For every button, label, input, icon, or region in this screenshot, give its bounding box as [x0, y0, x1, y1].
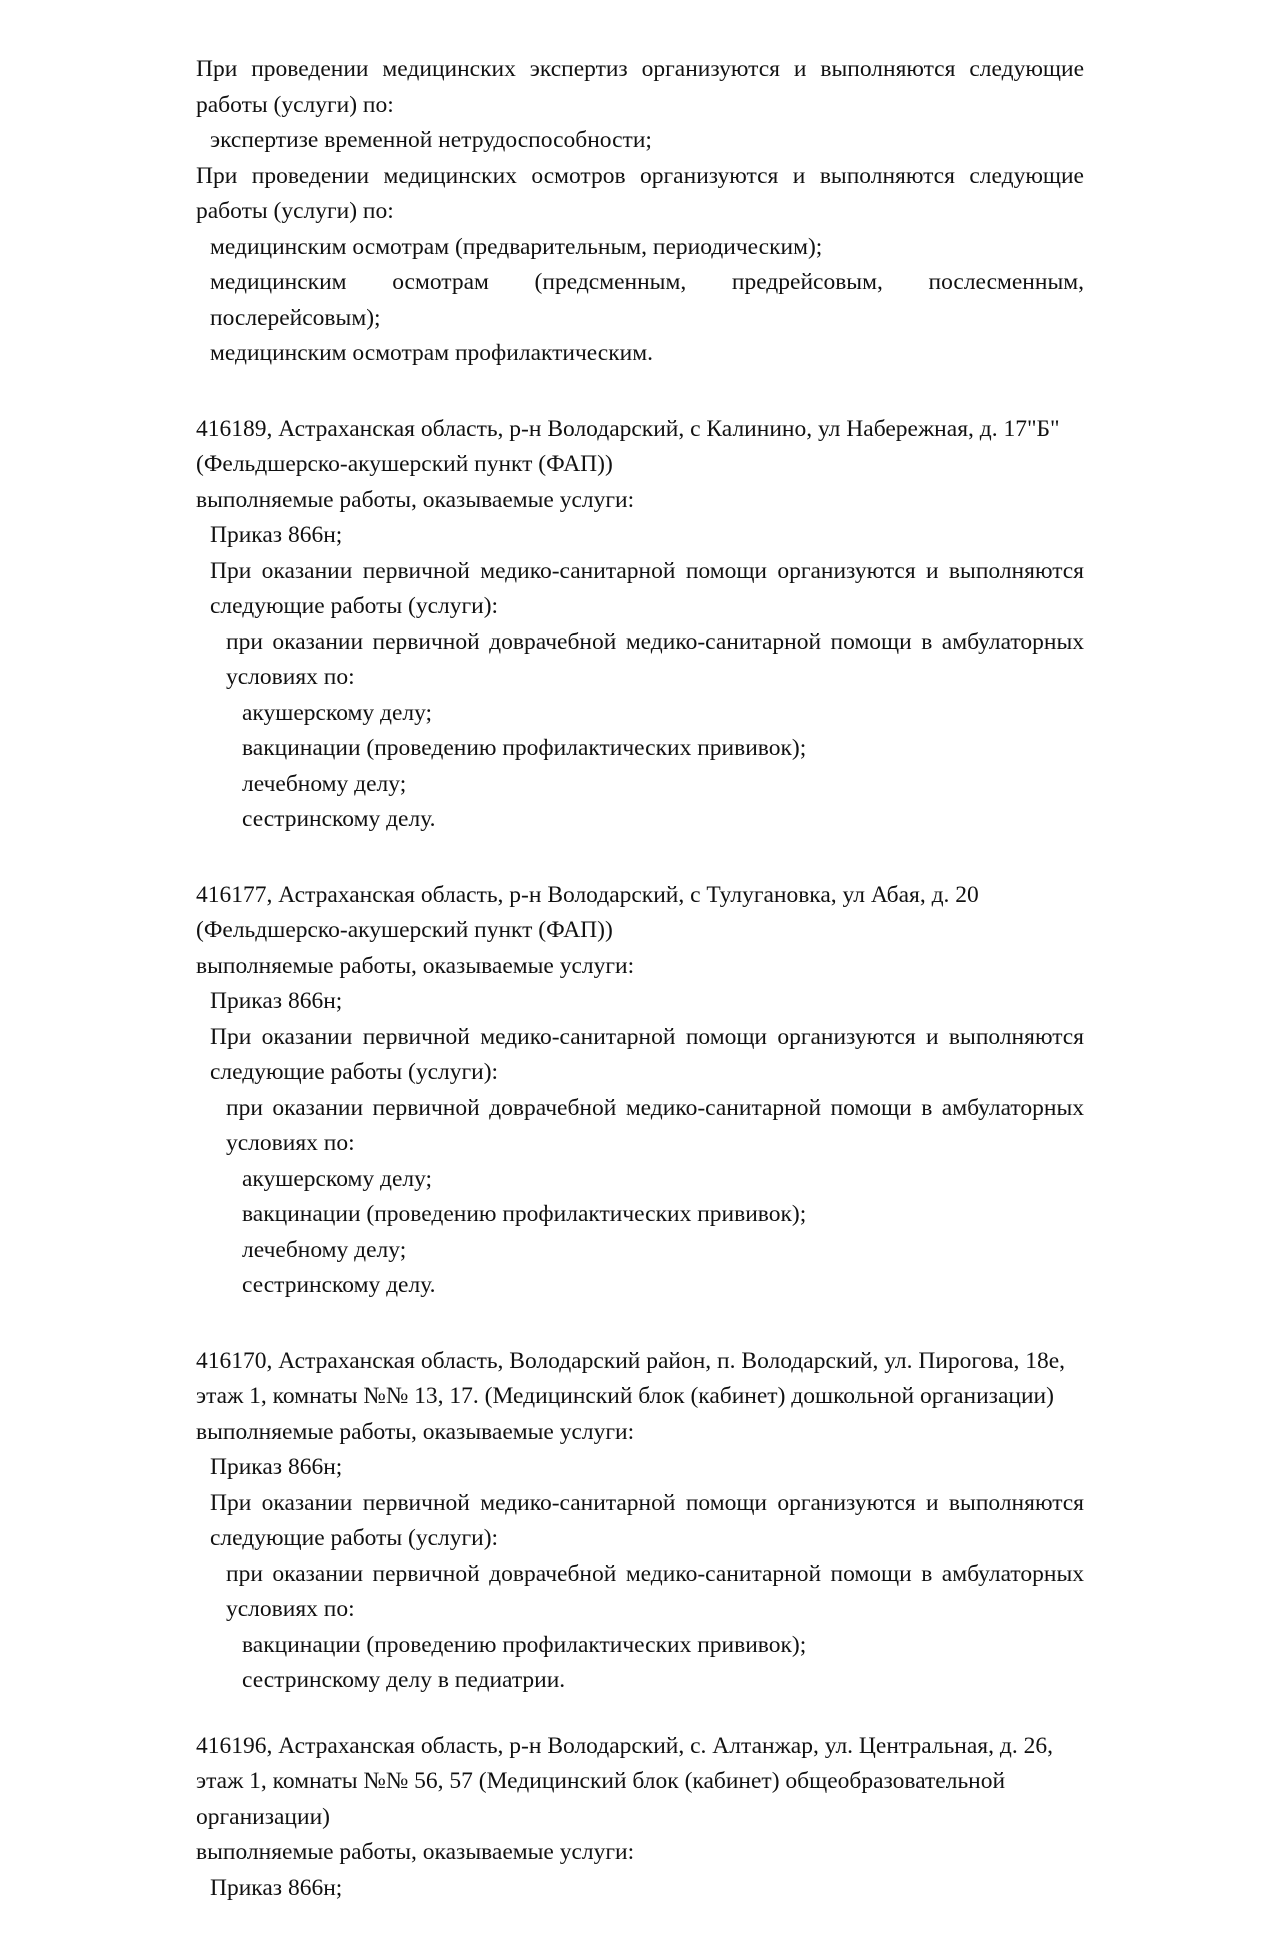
service-item: акушерскому делу; — [242, 1165, 433, 1192]
pmsp-heading: При оказании первичной медико-санитарной помощи организуются и выполняются следующие работы (услуги): — [210, 1023, 1084, 1085]
osmotr-heading: При проведении медицинских осмотров организуются и выполняются следующие работы (услуги) по: — [196, 162, 1084, 224]
address-block-3 — [196, 1344, 1084, 1699]
address-line-2: (Фельдшерско-акушерский пункт (ФАП)) — [196, 917, 613, 943]
address-line-2: этаж 1, комнаты №№ 13, 17. (Медицинский блок (кабинет) дошкольной организации) — [196, 1383, 1054, 1409]
pmsp-heading: При оказании первичной медико-санитарной помощи организуются и выполняются следующие работы (услуги): — [210, 557, 1084, 619]
order-label: Приказ 866н; — [210, 1454, 343, 1480]
address-block-4 — [196, 1729, 1084, 1907]
address-line-1: 416189, Астраханская область, р-н Володарский, с Калинино, ул Набережная, д. 17"Б" — [196, 415, 1060, 442]
osmotr-item-3: медицинским осмотрам профилактическим. — [210, 340, 653, 366]
dovrachebnaya-heading: при оказании первичной доврачебной медико-санитарной помощи в амбулаторных условиях по: — [226, 628, 1084, 690]
service-item: лечебному делу; — [242, 1236, 407, 1263]
works-label: выполняемые работы, оказываемые услуги: — [196, 1418, 635, 1445]
address-block-2 — [196, 878, 1084, 1304]
works-label: выполняемые работы, оказываемые услуги: — [196, 1839, 635, 1865]
section-gap — [196, 1304, 1084, 1344]
service-item: сестринскому делу в педиатрии. — [242, 1667, 566, 1693]
service-item: сестринскому делу. — [242, 1272, 436, 1298]
address-line-1: 416177, Астраханская область, р-н Володарский, с Тулугановка, ул Абая, д. 20 — [196, 881, 979, 908]
service-item: вакцинации (проведению профилактических прививок); — [242, 735, 807, 761]
order-label: Приказ 866н; — [210, 522, 343, 548]
pmsp-heading: При оказании первичной медико-санитарной помощи организуются и выполняются следующие работы (услуги): — [210, 1489, 1084, 1551]
osmotr-item-2: медицинским осмотрам (предсменным, предрейсовым, послесменным, послерейсовым); — [210, 269, 1084, 331]
address-line-1: 416170, Астраханская область, Володарский район, п. Володарский, ул. Пирогова, 18е, — [196, 1347, 1066, 1374]
service-item: вакцинации (проведению профилактических прививок); — [242, 1631, 807, 1658]
dovrachebnaya-heading: при оказании первичной доврачебной медико-санитарной помощи в амбулаторных условиях по: — [226, 1094, 1084, 1156]
works-label: выполняемые работы, оказываемые услуги: — [196, 486, 635, 513]
order-label: Приказ 866н; — [210, 988, 343, 1014]
intro-section — [196, 52, 1084, 372]
works-label: выполняемые работы, оказываемые услуги: — [196, 952, 635, 979]
expertise-heading: При проведении медицинских экспертиз организуются и выполняются следующие работы (услуги) по: — [196, 56, 1084, 118]
address-line-2: этаж 1, комнаты №№ 56, 57 (Медицинский блок (кабинет) общеобразовательной — [196, 1768, 1006, 1794]
address-block-1 — [196, 412, 1084, 838]
address-line-3: организации) — [196, 1803, 330, 1830]
service-item: вакцинации (проведению профилактических прививок); — [242, 1201, 807, 1227]
section-gap — [196, 372, 1084, 412]
service-item: акушерскому делу; — [242, 699, 433, 726]
section-gap — [196, 1699, 1084, 1729]
service-item: лечебному делу; — [242, 770, 407, 797]
expertise-item: экспертизе временной нетрудоспособности; — [210, 127, 652, 153]
order-label: Приказ 866н; — [210, 1874, 343, 1901]
service-item: сестринскому делу. — [242, 806, 436, 832]
address-line-2: (Фельдшерско-акушерский пункт (ФАП)) — [196, 451, 613, 477]
document-body — [196, 52, 1084, 1906]
dovrachebnaya-heading: при оказании первичной доврачебной медико-санитарной помощи в амбулаторных условиях по: — [226, 1560, 1084, 1622]
address-line-1: 416196, Астраханская область, р-н Володарский, с. Алтанжар, ул. Центральная, д. 26, — [196, 1732, 1053, 1759]
osmotr-item-1: медицинским осмотрам (предварительным, периодическим); — [210, 233, 823, 260]
section-gap — [196, 838, 1084, 878]
